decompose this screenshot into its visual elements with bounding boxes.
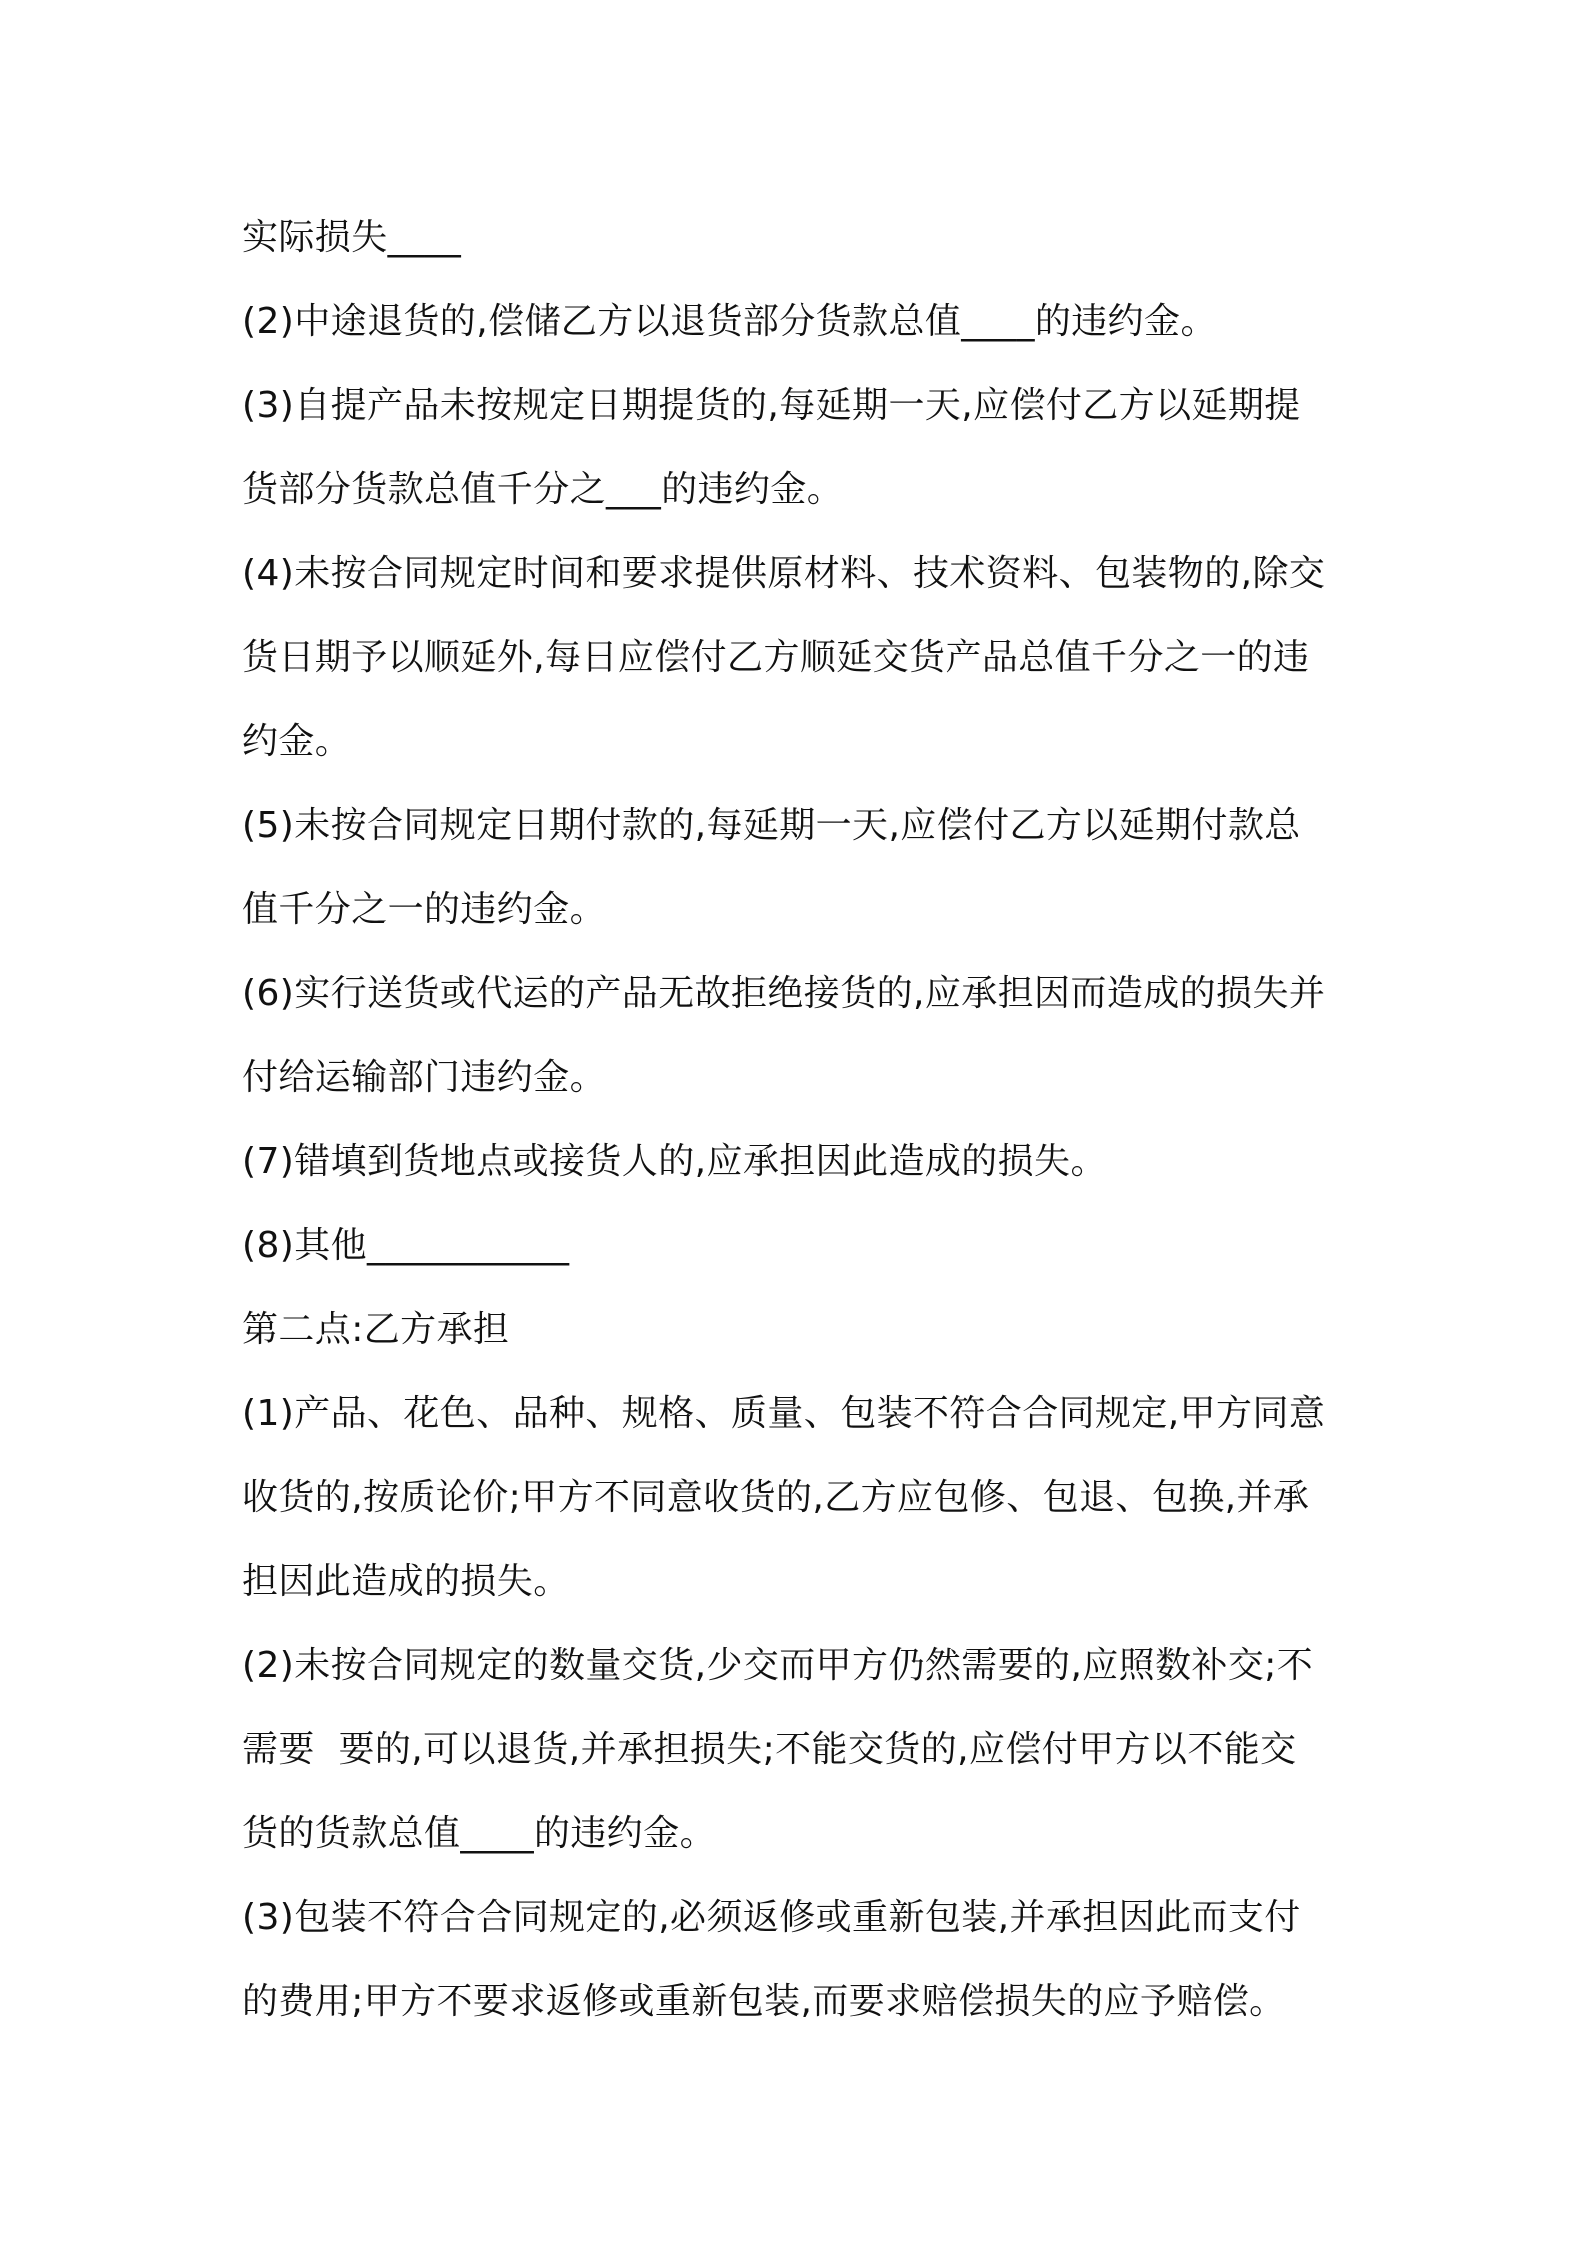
text-line: 收货的,按质论价;甲方不同意收货的,乙方应包修、包退、包换,并承 [242, 1477, 1310, 1518]
text-line: 付给运输部门违约金。 [242, 1057, 607, 1098]
text-line: (3)包装不符合合同规定的,必须返修或重新包装,并承担因此而支付 [242, 1897, 1301, 1938]
text-line: 的费用;甲方不要求返修或重新包装,而要求赔偿损失的应予赔偿。 [242, 1981, 1286, 2022]
text-line: 值千分之一的违约金。 [242, 889, 607, 930]
section-heading: 第二点:乙方承担 [242, 1309, 510, 1350]
text-line: (4)未按合同规定时间和要求提供原材料、技术资料、包装物的,除交 [242, 553, 1326, 594]
text-line: (5)未按合同规定日期付款的,每延期一天,应偿付乙方以延期付款总 [242, 805, 1301, 846]
text-line: 实际损失____ [242, 217, 462, 258]
text-line: (8)其他___________ [242, 1225, 570, 1266]
text-line: (2)未按合同规定的数量交货,少交而甲方仍然需要的,应照数补交;不 [242, 1645, 1314, 1686]
text-line: (1)产品、花色、品种、规格、质量、包装不符合合同规定,甲方同意 [242, 1393, 1326, 1434]
text-line: (6)实行送货或代运的产品无故拒绝接货的,应承担因而造成的损失并 [242, 973, 1326, 1014]
text-line: 货的货款总值____的违约金。 [242, 1813, 717, 1854]
text-line: (2)中途退货的,偿储乙方以退货部分货款总值____的违约金。 [242, 301, 1217, 342]
text-line: 货部分货款总值千分之___的违约金。 [242, 469, 844, 510]
text-line: (3)自提产品未按规定日期提货的,每延期一天,应偿付乙方以延期提 [242, 385, 1301, 426]
text-line: (7)错填到货地点或接货人的,应承担因此造成的损失。 [242, 1141, 1107, 1182]
document-text-block [242, 196, 1362, 2044]
text-line: 需要 要的,可以退货,并承担损失;不能交货的,应偿付甲方以不能交 [242, 1729, 1297, 1770]
text-line: 约金。 [242, 721, 352, 762]
text-line: 货日期予以顺延外,每日应偿付乙方顺延交货产品总值千分之一的违 [242, 637, 1310, 678]
text-line: 担因此造成的损失。 [242, 1561, 570, 1602]
